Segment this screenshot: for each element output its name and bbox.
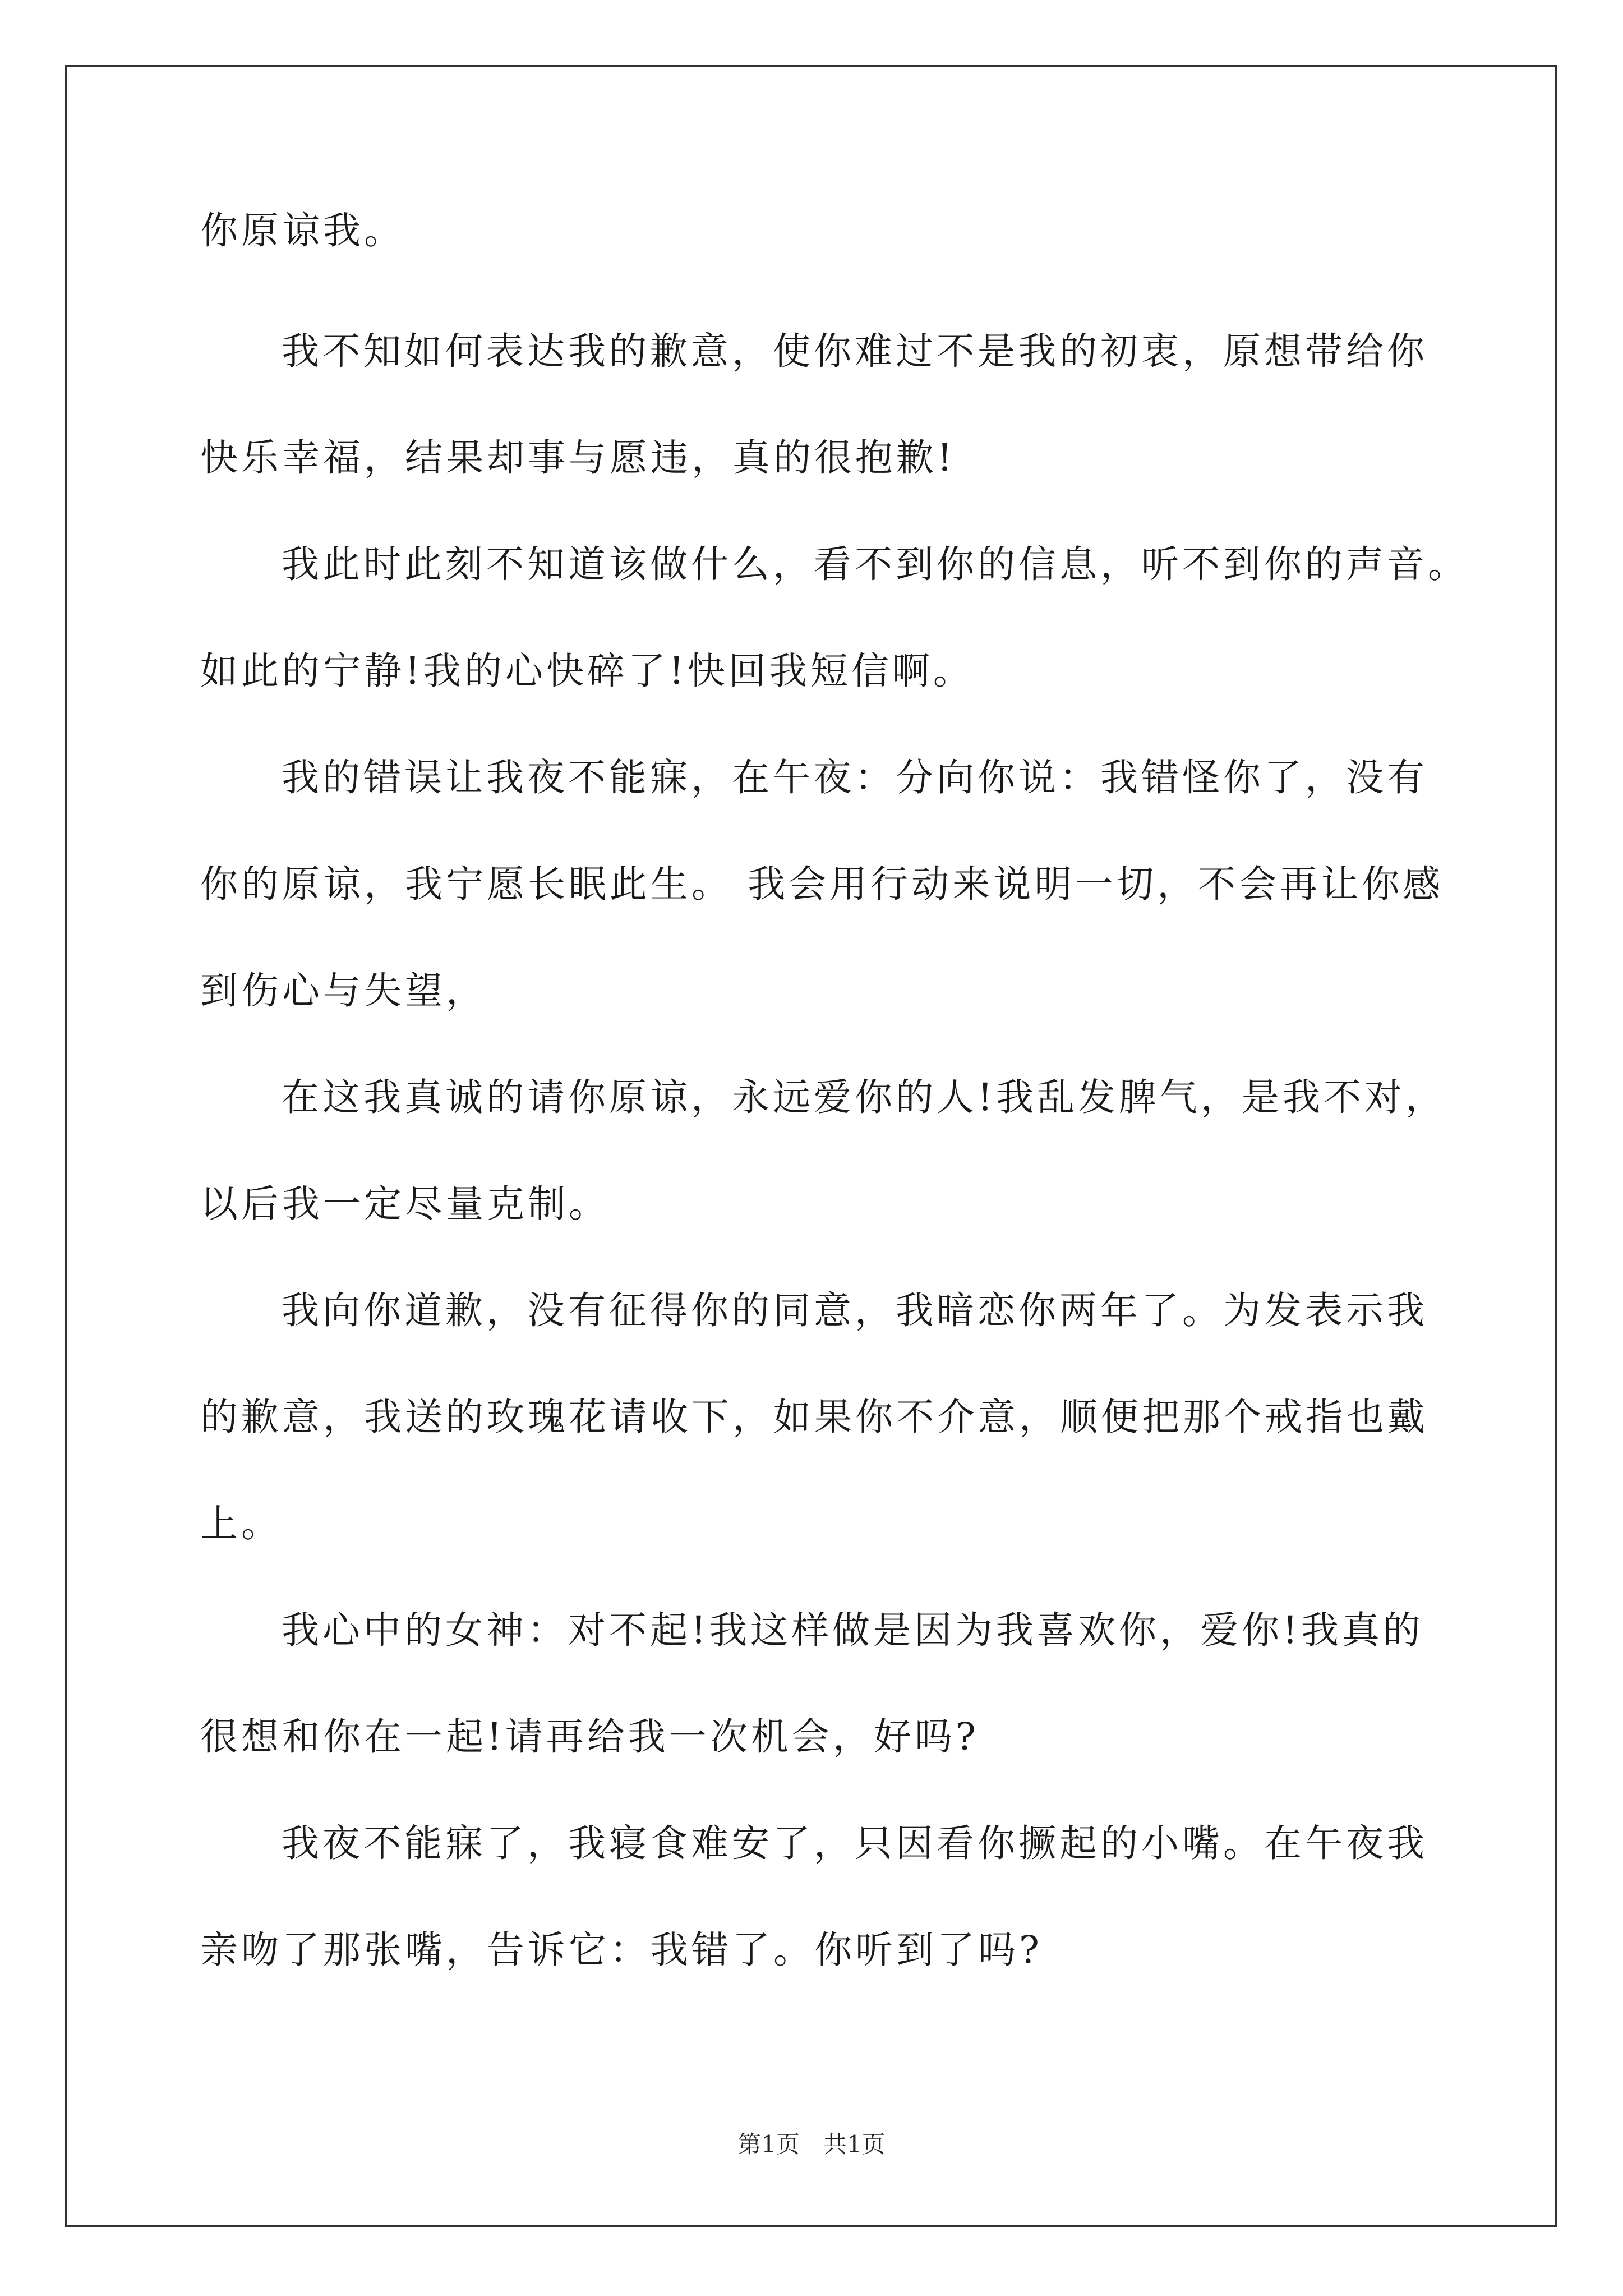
text-line: 我向你道歉，没有征得你的同意，我暗恋你两年了。为发表示我 [282, 1289, 1428, 1332]
text-line: 在这我真诚的请你原谅，永远爱你的人!我乱发脾气，是我不对， [282, 1075, 1446, 1119]
text-line: 亲吻了那张嘴，告诉它：我错了。你听到了吗? [200, 1928, 1043, 1972]
page-footer [0, 2126, 1623, 2160]
text-line: 很想和你在一起!请再给我一次机会，好吗? [200, 1715, 979, 1759]
text-line: 快乐幸福，结果却事与愿违，真的很抱歉! [200, 436, 956, 480]
text-line: 你原谅我。 [200, 209, 405, 252]
text-line: 的歉意，我送的玫瑰花请收下，如果你不介意，顺便把那个戒指也戴 [200, 1395, 1428, 1439]
text-line: 上。 [200, 1502, 282, 1545]
text-line: 我不知如何表达我的歉意，使你难过不是我的初衷，原想带给你 [282, 329, 1428, 373]
page-number-label: 第1页 共1页 [737, 2131, 886, 2158]
text-line: 你的原谅，我宁愿长眠此生。 我会用行动来说明一切，不会再让你感 [200, 862, 1444, 906]
text-line: 我心中的女神：对不起!我这样做是因为我喜欢你，爱你!我真的 [282, 1608, 1424, 1652]
text-line: 以后我一定尽量克制。 [200, 1182, 610, 1226]
text-line: 到伤心与失望， [200, 969, 487, 1013]
text-line: 我的错误让我夜不能寐，在午夜：分向你说：我错怪你了，没有 [282, 756, 1428, 799]
page-border [65, 65, 1557, 2227]
text-line: 如此的宁静!我的心快碎了!快回我短信啊。 [200, 649, 974, 693]
text-line: 我此时此刻不知道该做什么，看不到你的信息，听不到你的声音。 [282, 542, 1469, 586]
text-line: 我夜不能寐了，我寝食难安了，只因看你撅起的小嘴。在午夜我 [282, 1821, 1428, 1865]
